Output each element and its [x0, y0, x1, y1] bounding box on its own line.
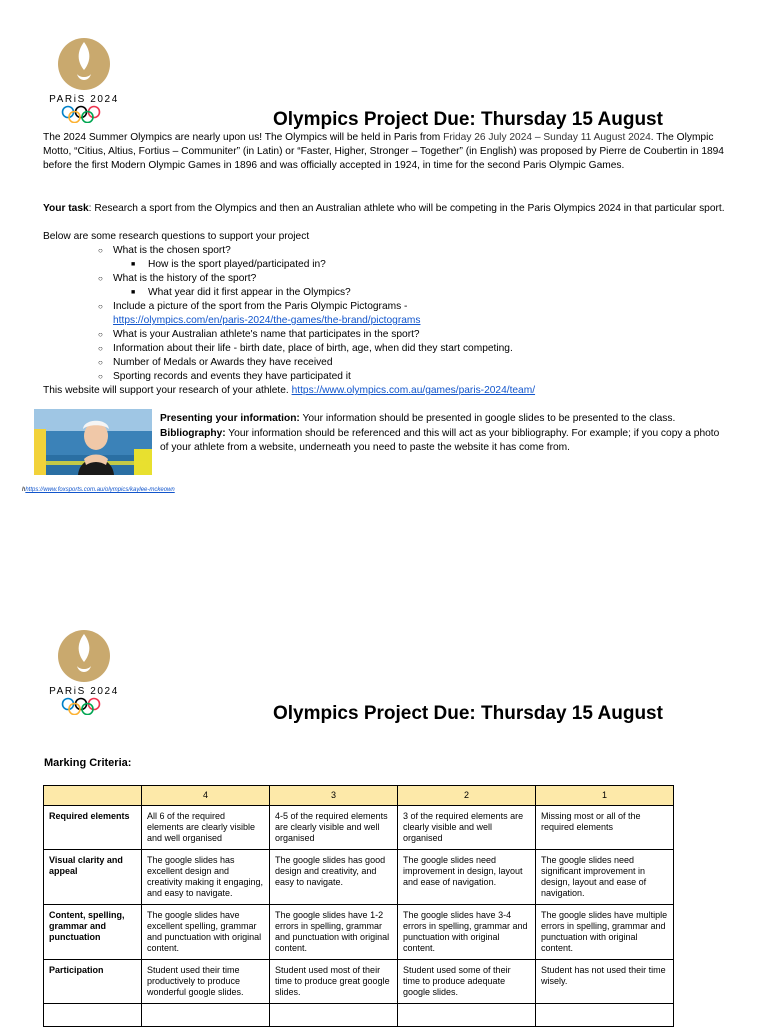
table-cell: Student used most of their time to produce great google slides.	[270, 960, 398, 1004]
table-row	[44, 905, 674, 960]
photo-source-caption: hhttps://www.foxsports.com.au/olympics/kaylee-mckeown	[22, 487, 175, 493]
criterion-cell: Participation	[44, 960, 142, 1004]
table-cell: The google slides have excellent spelling, grammar and punctuation with original content.	[142, 905, 270, 960]
team-website-link[interactable]: https://www.olympics.com.au/games/paris-2024/team/	[291, 385, 536, 396]
header-cell: 2	[398, 786, 536, 806]
flame-emblem-icon	[39, 628, 129, 684]
list-item: ○ What is your Australian athlete's name that participates in the sport?	[98, 328, 698, 342]
page-title: Olympics Project Due: Thursday 15 August	[273, 703, 663, 724]
flame-emblem-icon	[39, 36, 129, 92]
table-cell: 3 of the required elements are clearly visible and well organised	[398, 806, 536, 850]
table-cell: The google slides have 3-4 errors in spelling, grammar and punctuation with original content.	[398, 905, 536, 960]
criterion-cell: Visual clarity and appeal	[44, 850, 142, 905]
olympic-rings-icon	[39, 105, 129, 123]
research-intro: Below are some research questions to support your project	[43, 231, 310, 242]
intro-paragraph: The 2024 Summer Olympics are nearly upon us! The Olympics will be held in Paris from Friday 26 July 2024 – Sunday 11 August 2024. The Olympic Motto, “Citius, Altius, Fortius – Communiter” (in Latin) or “Faster, Higher, Stronger – Together” (in English) was proposed by Pierre de Coubertin in 1894 before the first Modern Olympic Games in 1896 and was officially accepted in 1924, in time for the second Paris Olympic Games.	[43, 132, 724, 171]
table-cell: Student has not used their time wisely.	[536, 960, 674, 1004]
athlete-photo	[34, 409, 152, 475]
paris-2024-logo	[39, 628, 129, 715]
page-title: Olympics Project Due: Thursday 15 August	[273, 109, 663, 130]
table-cell: The google slides has excellent design and creativity making it engaging, and easy to navigate.	[142, 850, 270, 905]
table-row	[44, 850, 674, 905]
header-cell: 3	[270, 786, 398, 806]
task-label: Your task	[43, 203, 89, 214]
table-cell: Student used some of their time to produce adequate google slides.	[398, 960, 536, 1004]
table-cell: 4-5 of the required elements are clearly visible and well organised	[270, 806, 398, 850]
list-item: ○ Sporting records and events they have participated it	[98, 370, 698, 384]
table-row	[44, 806, 674, 850]
list-item: ○ Information about their life - birth date, place of birth, age, when did they start competing.	[98, 342, 698, 356]
table-cell: Missing most or all of the required elements	[536, 806, 674, 850]
logo-wordmark: PARiS 2024	[49, 686, 119, 697]
website-paragraph: This website will support your research of your athlete. https://www.olympics.com.au/games/paris-2024/team/	[43, 385, 536, 396]
table-cell: The google slides have multiple errors in spelling, grammar and punctuation with original content.	[536, 905, 674, 960]
table-cell: All 6 of the required elements are clearly visible and well organised	[142, 806, 270, 850]
rubric-header-row	[44, 786, 674, 806]
table-row	[44, 1004, 674, 1027]
bibliography-paragraph: Bibliography: Your information should be referenced and this will act as your bibliography. For example; if you copy a photo of your athlete from a website, underneath you need to paste the website it has come from.	[160, 428, 720, 453]
list-item: ■ What year did it first appear in the Olympics?	[98, 286, 698, 300]
table-cell: Student used their time productively to produce wonderful google slides.	[142, 960, 270, 1004]
table-cell: The google slides need significant improvement in design, layout and ease of navigation.	[536, 850, 674, 905]
table-cell: The google slides need improvement in design, layout and ease of navigation.	[398, 850, 536, 905]
olympic-rings-icon	[39, 697, 129, 715]
marking-rubric-table	[43, 785, 674, 1027]
pictograms-link[interactable]: https://olympics.com/en/paris-2024/the-games/the-brand/pictograms	[113, 315, 421, 326]
marking-criteria-heading: Marking Criteria:	[44, 757, 132, 769]
list-item: ○ What is the history of the sport?	[98, 272, 698, 286]
list-item: ■ How is the sport played/participated in?	[98, 258, 698, 272]
table-row	[44, 960, 674, 1004]
photo-source-link[interactable]: https://www.foxsports.com.au/olympics/kaylee-mckeown	[25, 487, 175, 493]
criterion-cell: Required elements	[44, 806, 142, 850]
list-item: ○ Include a picture of the sport from the Paris Olympic Pictograms - https://olympics.com/en/paris-2024/the-games/the-brand/pictograms	[98, 300, 698, 328]
presenting-paragraph: Presenting your information: Your information should be presented in google slides to be presented to the class.	[160, 413, 676, 424]
criterion-cell: Content, spelling, grammar and punctuation	[44, 905, 142, 960]
list-item: ○ What is the chosen sport?	[98, 244, 698, 258]
paris-2024-logo	[39, 36, 129, 123]
task-paragraph: Your task: Research a sport from the Olympics and then an Australian athlete who will be competing in the Paris Olympics 2024 in that particular sport.	[43, 203, 725, 214]
table-cell: The google slides have 1-2 errors in spelling, grammar and punctuation with original content.	[270, 905, 398, 960]
header-cell: 1	[536, 786, 674, 806]
list-item: ○ Number of Medals or Awards they have received	[98, 356, 698, 370]
header-cell	[44, 786, 142, 806]
research-questions-list	[98, 244, 698, 384]
logo-wordmark: PARiS 2024	[49, 94, 119, 105]
header-cell: 4	[142, 786, 270, 806]
table-cell: The google slides has good design and creativity, and easy to navigate.	[270, 850, 398, 905]
